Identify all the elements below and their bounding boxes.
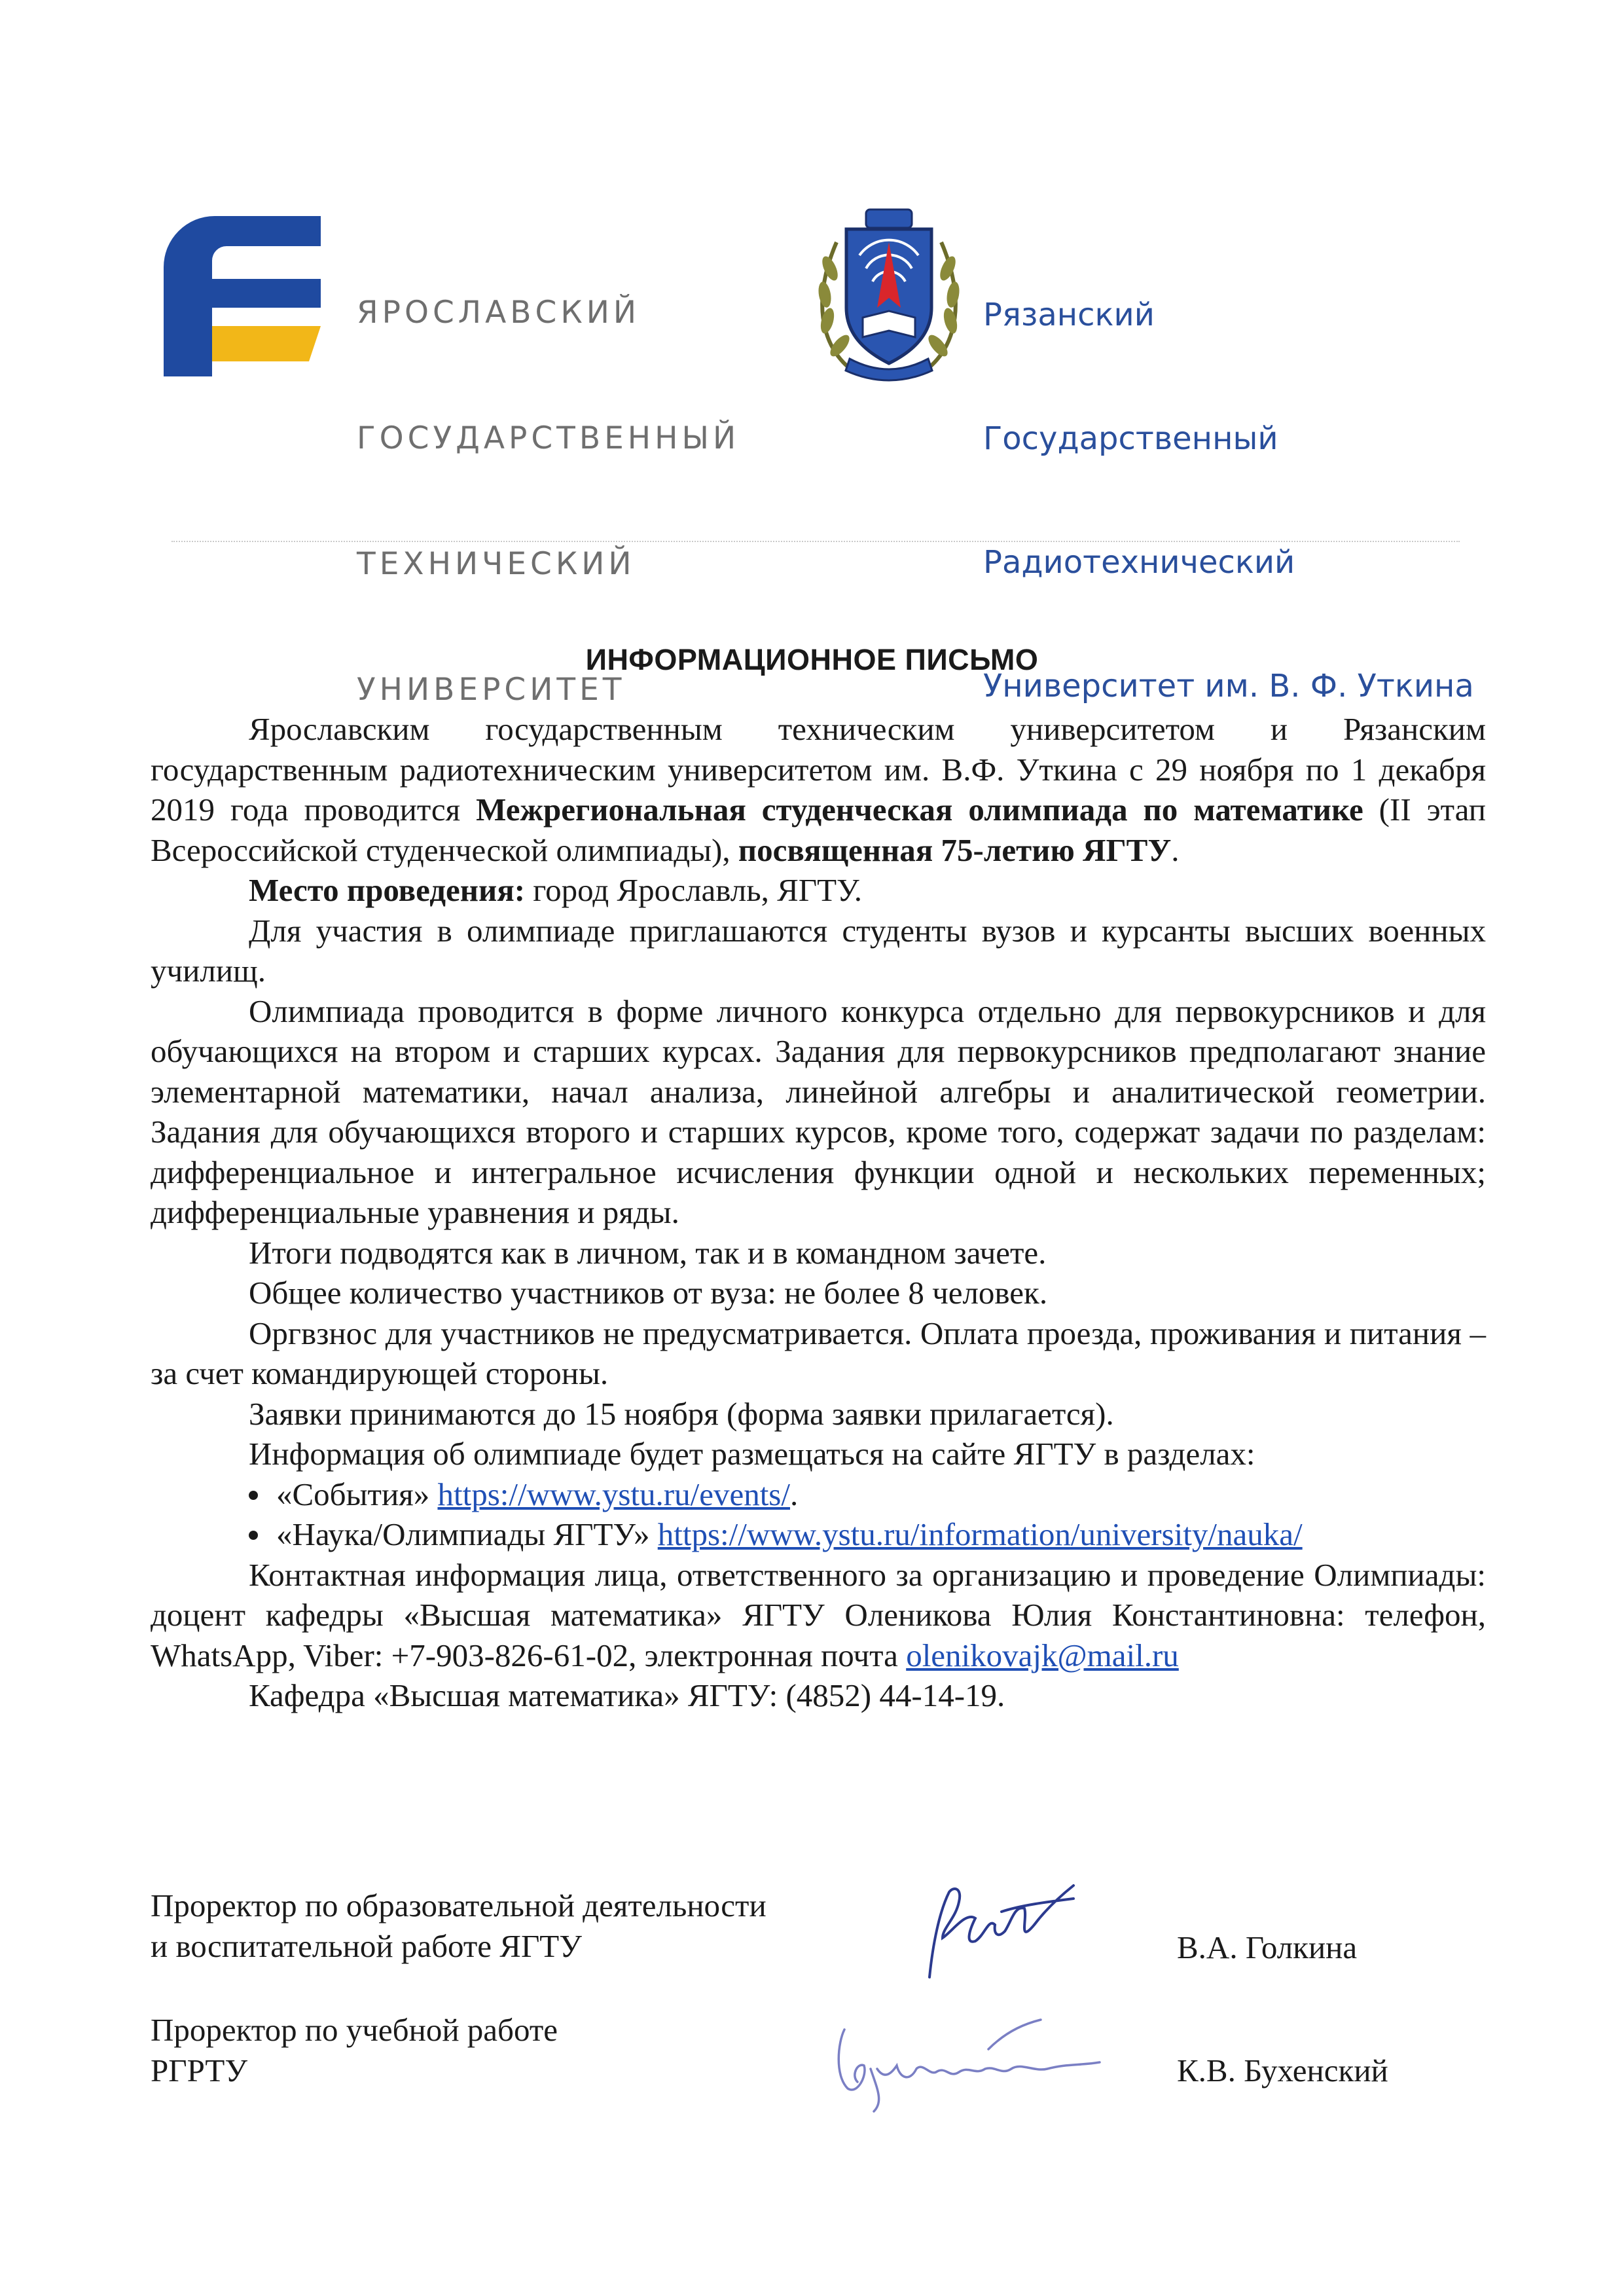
events-link[interactable]: https://www.ystu.ru/events/ [437,1476,790,1512]
signer-position: Проректор по учебной работе [151,2012,558,2048]
ystu-logo-line: УНИВЕРСИТЕТ [357,672,626,708]
paragraph-venue [151,870,1486,911]
rsreu-logo-line: Рязанский [983,297,1155,333]
venue-text: город Ярославль, ЯГТУ. [525,872,862,908]
paragraph-results: Итоги подводятся как в личном, так и в командном зачете. [249,1234,1047,1271]
intro-period: . [1171,831,1180,868]
olympiads-link[interactable]: https://www.ystu.ru/information/university/nauka/ [657,1516,1303,1552]
ystu-logo-line: ТЕХНИЧЕСКИЙ [357,546,636,582]
rsreu-logo-line: Университет им. В. Ф. Уткина [983,668,1474,704]
list-item [151,1514,1486,1555]
olympiad-name: Межрегиональная студенческая олимпиада по математике [476,792,1363,828]
paragraph-participants: Для участия в олимпиаде приглашаются студенты вузов и курсанты высших военных училищ. [151,912,1486,989]
ystu-logo-line: ЯРОСЛАВСКИЙ [357,295,641,331]
rsreu-logo-text [983,212,1474,790]
signer-name: В.А. Голкина [1177,1929,1358,1965]
links-list [151,1474,1486,1555]
signer-position: Проректор по образовательной деятельности [151,1887,767,1923]
intro-text: Ярославским государственным техническим университетом и Рязанским государственным радиотехническим университетом им. В.Ф. Уткина с 29 ноября по 1 декабря 2019 года проводится [151,711,1486,828]
paragraph-info-sections: Информация об олимпиаде будет размещаться на сайте ЯГТУ в разделах: [249,1436,1255,1472]
bullet-suffix: . [790,1476,799,1512]
anniversary-note: посвященная 75-летию ЯГТУ [738,831,1172,868]
paragraph-deadline: Заявки принимаются до 15 ноября (форма заявки прилагается). [249,1395,1114,1432]
header-divider [171,541,1460,542]
rsreu-logo-line: Радиотехнический [983,544,1295,581]
rsreu-emblem-icon [810,196,967,386]
bullet-label: «Наука/Олимпиады ЯГТУ» [276,1516,658,1552]
paragraph-contact [151,1555,1486,1676]
ystu-logo-text [357,208,740,795]
paragraph-format: Олимпиада проводится в форме личного конкурса отдельно для первокурсников и для обучающихся на втором и старших курсах. Задания для первокурсников предполагают знание элементарной математики, начал анализа, линейной алгебры и аналитической геометрии. Задания для обучающихся второго и старших курсов, кроме того, содержат задачи по разделам: дифференциальное и интегральное исчисления функции одной и нескольких переменных; дифференциальные уравнения и ряды. [151,993,1486,1230]
contact-email-link[interactable]: olenikovajk@mail.ru [906,1637,1179,1673]
signature-block-rsreu [151,2010,558,2091]
ystu-logo-icon [164,216,321,376]
signer-name: К.В. Бухенский [1177,2052,1388,2088]
list-item [151,1474,1486,1515]
signature-golkina-icon [903,1872,1119,1984]
bullet-label: «События» [276,1476,438,1512]
signer-position: РГРТУ [151,2052,248,2088]
paragraph-department-phone: Кафедра «Высшая математика» ЯГТУ: (4852) 44-14-19. [249,1677,1005,1713]
intro-stage: (II этап Всероссийской студенческой олимпиады), [151,792,1486,868]
signer-position: и воспитательной работе ЯГТУ [151,1928,582,1964]
venue-label: Место проведения: [249,872,526,908]
paragraph-team-size: Общее количество участников от вуза: не более 8 человек. [249,1275,1048,1311]
letter-body [151,709,1486,1716]
paragraph-intro [151,709,1486,870]
contact-text: Контактная информация лица, ответственного за организацию и проведение Олимпиады: доцент кафедры «Высшая математика» ЯГТУ Оленикова Юлия Константиновна: телефон, WhatsApp, Viber: +7-903-826-61-02, электронная почта [151,1556,1486,1673]
signature-bukhenskiy-icon [818,2003,1146,2121]
paragraph-fee: Оргвзнос для участников не предусматривается. Оплата проезда, проживания и питания – за счет командирующей стороны. [151,1315,1486,1391]
rsreu-logo-line: Государственный [983,420,1278,457]
signature-block-ystu [151,1886,767,1967]
ystu-logo-line: ГОСУДАРСТВЕННЫЙ [357,420,740,456]
document-title: ИНФОРМАЦИОННОЕ ПИСЬМО [585,643,1039,676]
